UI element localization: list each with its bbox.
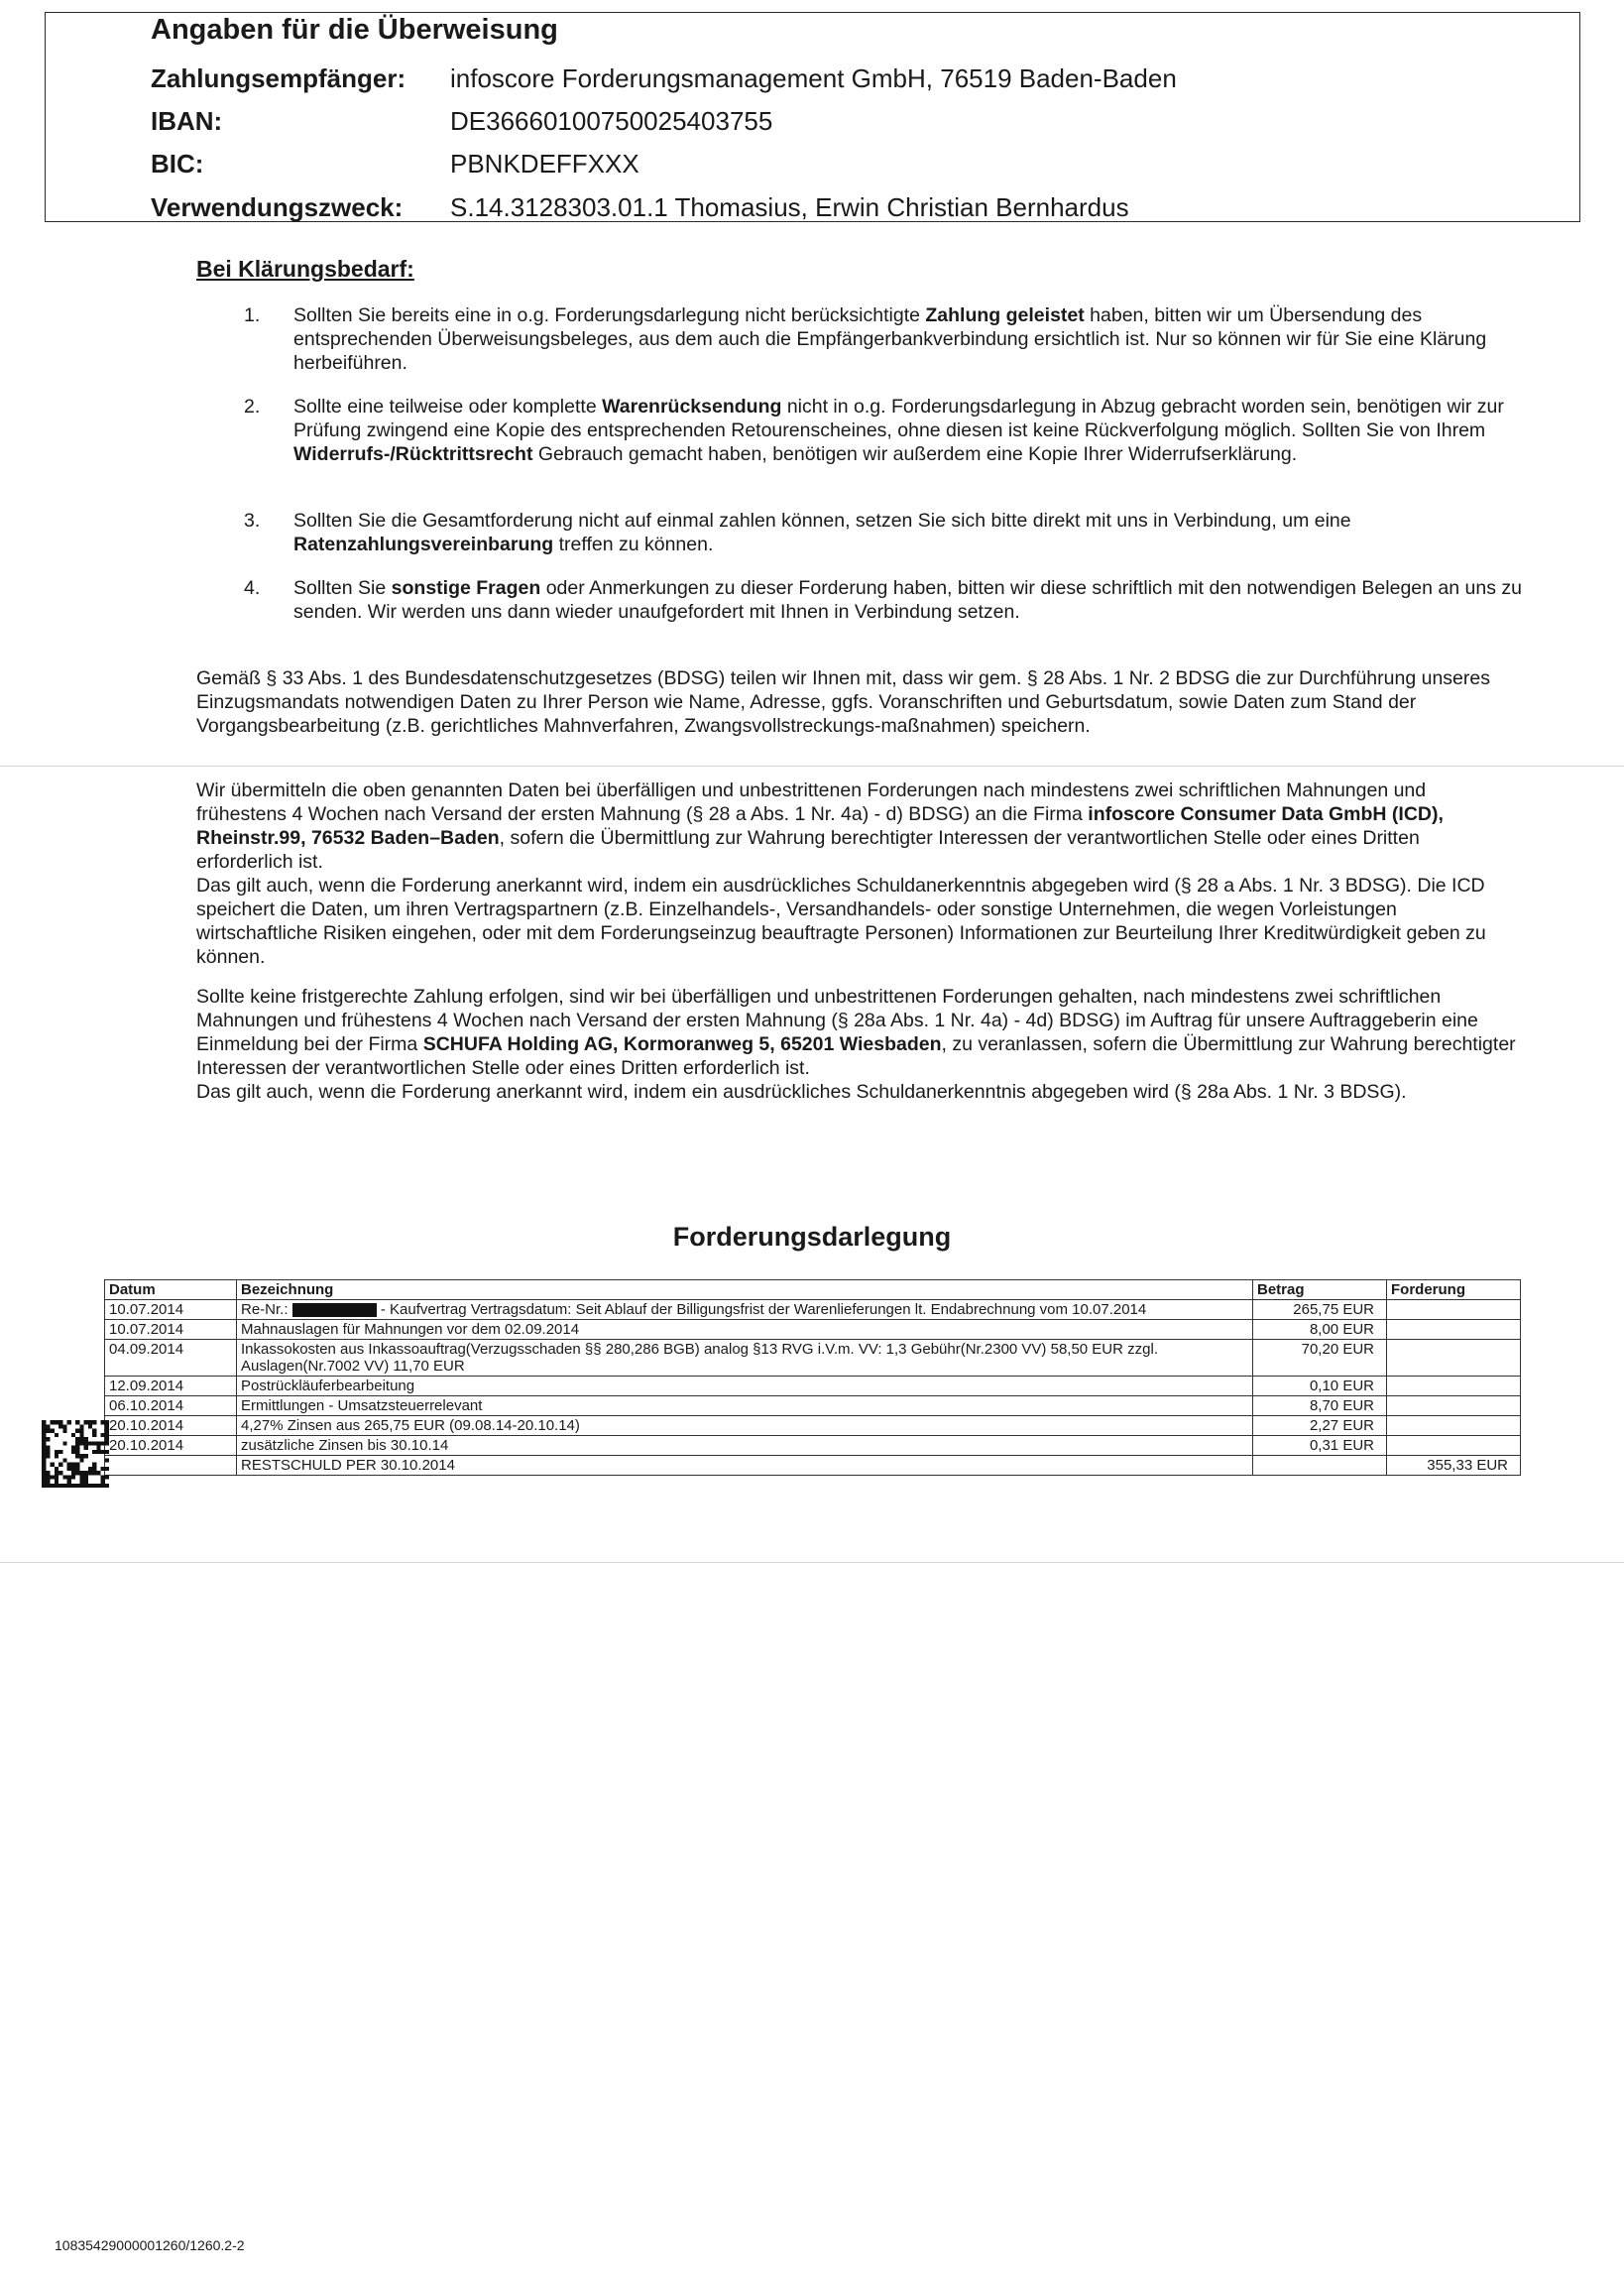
table-row <box>105 1436 1521 1456</box>
item-text: Sollten Sie sonstige Fragen oder Anmerkungen zu dieser Forderung haben, bitten wir diese schriftlich mit den notwendigen Belegen an uns zu senden. Wir werden uns dann wieder unaufgefordert mit Ihnen in Verbindung setzen. <box>293 577 1522 623</box>
table-header-row <box>105 1280 1521 1300</box>
cell-datum: 10.07.2014 <box>105 1300 237 1320</box>
fold-line <box>0 766 1624 767</box>
cell-betrag: 0,31 EUR <box>1253 1436 1387 1456</box>
cell-betrag: 8,00 EUR <box>1253 1320 1387 1340</box>
fold-line <box>0 1562 1624 1563</box>
icd-paragraph: Wir übermitteln die oben genannten Daten bei überfälligen und unbestrittenen Forderungen nach mindestens zwei schriftlichen Mahnungen und frühestens 4 Wochen nach Versand der ersten Mahnung (§ 28 a Abs. 1 Nr. 4a) - d) BDSG) an die Firma infoscore Consumer Data GmbH (ICD), Rheinstr.99, 76532 Baden–Baden, sofern die Übermittlung zur Wahrung berechtigter Interessen der verantwortlichen Stelle oder eines Dritten erforderlich ist. Das gilt auch, wenn die Forderung anerkannt wird, indem ein ausdrückliches Schuldanerkenntnis abgegeben wird (§ 28 a Abs. 1 Nr. 3 BDSG). Die ICD speichert die Daten, um ihren Vertragspartnern (z.B. Einzelhandels-, Versandhandels- oder sonstige Unternehmen, die wegen Vorleistungen wirtschaftliche Risiken eingehen, oder mit dem Forderungseinzug beauftragte Personen) Informationen zur Beurteilung Ihrer Kreditwürdigkeit geben zu können. <box>196 779 1486 968</box>
header-bezeichnung: Bezeichnung <box>237 1280 1253 1300</box>
bic-label: BIC: <box>151 149 204 179</box>
claim-statement-title: Forderungsdarlegung <box>672 1222 952 1252</box>
bic-value: PBNKDEFFXXX <box>450 149 639 179</box>
cell-forderung <box>1387 1436 1521 1456</box>
cell-betrag: 0,10 EUR <box>1253 1377 1387 1396</box>
cell-datum: 20.10.2014 <box>105 1416 237 1436</box>
clarification-heading: Bei Klärungsbedarf: <box>196 256 414 282</box>
cell-betrag: 8,70 EUR <box>1253 1396 1387 1416</box>
cell-bezeichnung: Mahnauslagen für Mahnungen vor dem 02.09.2014 <box>237 1320 1253 1340</box>
purpose-label: Verwendungszweck: <box>151 192 404 222</box>
item-number: 2. <box>244 396 261 418</box>
table-row <box>105 1396 1521 1416</box>
cell-bezeichnung: zusätzliche Zinsen bis 30.10.14 <box>237 1436 1253 1456</box>
cell-datum: 06.10.2014 <box>105 1396 237 1416</box>
cell-bezeichnung: Re-Nr.: - Kaufvertrag Vertragsdatum: Seit Ablauf der Billigungsfrist der Warenlieferungen lt. Endabrechnung vom 10.07.2014 <box>237 1300 1253 1320</box>
item-number: 4. <box>244 577 261 599</box>
cell-datum: 20.10.2014 <box>105 1436 237 1456</box>
table-row-total <box>105 1456 1521 1476</box>
cell-bezeichnung: Postrückläuferbearbeitung <box>237 1377 1253 1396</box>
table-row <box>105 1300 1521 1320</box>
item-number: 3. <box>244 510 261 532</box>
iban-value: DE36660100750025403755 <box>450 106 773 136</box>
cell-betrag: 70,20 EUR <box>1253 1340 1387 1377</box>
schufa-paragraph: Sollte keine fristgerechte Zahlung erfolgen, sind wir bei überfälligen und unbestrittenen Forderungen gehalten, nach mindestens zwei schriftlichen Mahnungen und frühestens 4 Wochen nach Versand der ersten Mahnung (§ 28a Abs. 1 Nr. 4a) - 4d) BDSG) im Auftrag für unsere Auftraggeberin eine Einmeldung bei der Firma SCHUFA Holding AG, Kormoranweg 5, 65201 Wiesbaden, zu veranlassen, sofern die Übermittlung zur Wahrung berechtigter Interessen der verantwortlichen Stelle oder eines Dritten erforderlich ist. Das gilt auch, wenn die Forderung anerkannt wird, indem ein ausdrückliches Schuldanerkenntnis abgegeben wird (§ 28a Abs. 1 Nr. 3 BDSG). <box>196 986 1516 1103</box>
bdsg-paragraph: Gemäß § 33 Abs. 1 des Bundesdatenschutzgesetzes (BDSG) teilen wir Ihnen mit, dass wir gem. § 28 Abs. 1 Nr. 2 BDSG die zur Durchführung unseres Einzugsmandats notwendigen Daten zu Ihrer Person wie Name, Adresse, ggfs. Voranschriften und Geburtsdatum, sowie Daten zum Stand der Vorgangsbearbeitung (z.B. gerichtliches Mahnverfahren, Zwangsvollstreckungs-maßnahmen) speichern. <box>196 667 1490 737</box>
redaction-block <box>292 1303 377 1317</box>
recipient-value: infoscore Forderungsmanagement GmbH, 76519 Baden-Baden <box>450 63 1177 93</box>
datamatrix-barcode <box>42 1420 109 1488</box>
cell-forderung <box>1387 1320 1521 1340</box>
cell-forderung <box>1387 1300 1521 1320</box>
cell-forderung: 355,33 EUR <box>1387 1456 1521 1476</box>
item-text: Sollten Sie bereits eine in o.g. Forderungsdarlegung nicht berücksichtigte Zahlung geleistet haben, bitten wir um Übersendung des entsprechenden Überweisungsbeleges, aus dem auch die Empfängerbankverbindung ersichtlich ist. Nur so können wir für Sie eine Klärung herbeiführen. <box>293 304 1487 374</box>
cell-datum: 04.09.2014 <box>105 1340 237 1377</box>
header-datum: Datum <box>105 1280 237 1300</box>
cell-bezeichnung: Inkassokosten aus Inkassoauftrag(Verzugsschaden §§ 280,286 BGB) analog §13 RVG i.V.m. VV: 1,3 Gebühr(Nr.2300 VV) 58,50 EUR zzgl. Auslagen(Nr.7002 VV) 11,70 EUR <box>237 1340 1253 1377</box>
table-row <box>105 1320 1521 1340</box>
table-row <box>105 1340 1521 1377</box>
cell-bezeichnung: 4,27% Zinsen aus 265,75 EUR (09.08.14-20.10.14) <box>237 1416 1253 1436</box>
claim-table <box>104 1279 1521 1476</box>
item-text: Sollten Sie die Gesamtforderung nicht auf einmal zahlen können, setzen Sie sich bitte direkt mit uns in Verbindung, um eine Ratenzahlungsvereinbarung treffen zu können. <box>293 510 1351 555</box>
cell-forderung <box>1387 1377 1521 1396</box>
cell-betrag: 2,27 EUR <box>1253 1416 1387 1436</box>
transfer-title: Angaben für die Überweisung <box>151 14 558 46</box>
cell-forderung <box>1387 1340 1521 1377</box>
footer-reference-code: 10835429000001260/1260.2-2 <box>55 2237 245 2253</box>
cell-datum: 12.09.2014 <box>105 1377 237 1396</box>
header-forderung: Forderung <box>1387 1280 1521 1300</box>
header-betrag: Betrag <box>1253 1280 1387 1300</box>
cell-datum: 10.07.2014 <box>105 1320 237 1340</box>
cell-betrag <box>1253 1456 1387 1476</box>
cell-bezeichnung: Ermittlungen - Umsatzsteuerrelevant <box>237 1396 1253 1416</box>
item-text: Sollte eine teilweise oder komplette Warenrücksendung nicht in o.g. Forderungsdarlegung in Abzug gebracht worden sein, benötigen wir zur Prüfung zwingend eine Kopie des entsprechenden Retourenscheines, ohne diesen ist keine Rückverfolgung möglich. Sollten Sie von Ihrem Widerrufs-/Rücktrittsrecht Gebrauch gemacht haben, benötigen wir außerdem eine Kopie Ihrer Widerrufserklärung. <box>293 396 1504 465</box>
cell-datum <box>105 1456 237 1476</box>
item-number: 1. <box>244 304 261 326</box>
iban-label: IBAN: <box>151 106 223 136</box>
recipient-label: Zahlungsempfänger: <box>151 63 406 93</box>
purpose-value: S.14.3128303.01.1 Thomasius, Erwin Christian Bernhardus <box>450 192 1129 222</box>
cell-betrag: 265,75 EUR <box>1253 1300 1387 1320</box>
cell-forderung <box>1387 1416 1521 1436</box>
table-row <box>105 1377 1521 1396</box>
cell-forderung <box>1387 1396 1521 1416</box>
table-row <box>105 1416 1521 1436</box>
cell-bezeichnung: RESTSCHULD PER 30.10.2014 <box>237 1456 1253 1476</box>
